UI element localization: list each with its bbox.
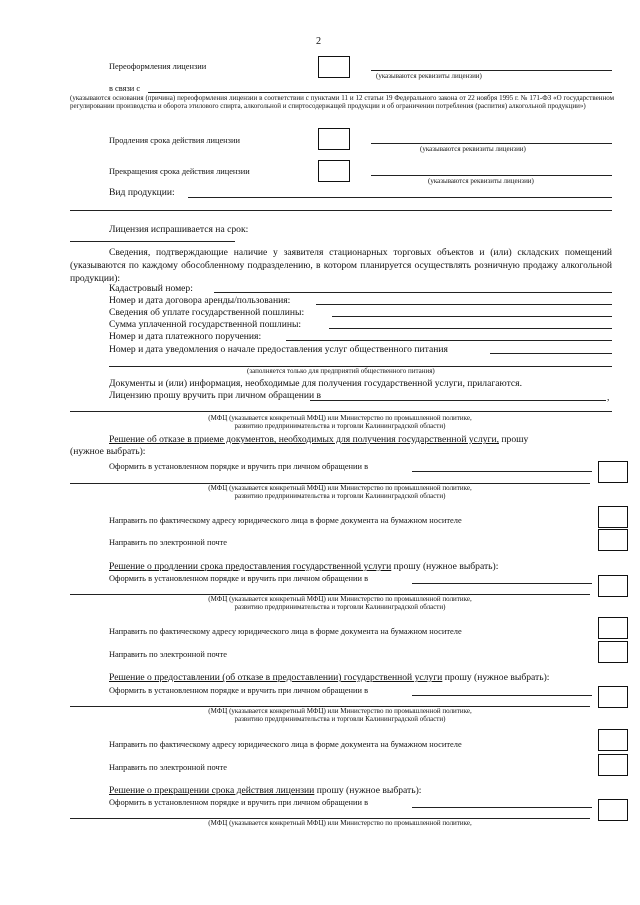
lease-line[interactable] bbox=[316, 304, 612, 305]
catering-note: (заполняется только для предприятий общественного питания) bbox=[247, 367, 435, 375]
refusal-intake-postal-label: Направить по фактическому адресу юридического лица в форме документа на бумажном носителе bbox=[109, 516, 462, 525]
cadastral-line[interactable] bbox=[214, 292, 612, 293]
extension-label: Продления срока действия лицензии bbox=[109, 136, 240, 145]
reissue-checkbox[interactable] bbox=[318, 56, 350, 78]
provision-decision-personal-label: Оформить в установленном порядке и вручить при личном обращении в bbox=[109, 686, 369, 695]
facilities-text: Сведения, подтверждающие наличие у заявителя стационарных торговых объектов и (или) складских помещений (указываются по каждому обособленному подразделению, в котором планируется осуществлять розничную продажу алкогольной продукции): bbox=[70, 247, 612, 284]
extension-decision-email-label: Направить по электронной почте bbox=[109, 650, 228, 659]
extension-checkbox[interactable] bbox=[318, 128, 350, 150]
payment-order-label: Номер и дата платежного поручения: bbox=[109, 331, 262, 342]
extension-requisites-line[interactable] bbox=[371, 143, 612, 144]
refusal-intake-personal-label: Оформить в установленном порядке и вручить при личном обращении в bbox=[109, 462, 369, 471]
reissue-label: Переоформления лицензии bbox=[109, 62, 207, 71]
provision-decision-postal-checkbox[interactable] bbox=[598, 729, 628, 751]
product-type-line[interactable] bbox=[188, 197, 612, 198]
termination-decision-personal-label: Оформить в установленном порядке и вручить при личном обращении в bbox=[109, 798, 369, 807]
catering-notice-line[interactable] bbox=[490, 353, 612, 354]
extension-decision-postal-label: Направить по фактическому адресу юридического лица в форме документа на бумажном носителе bbox=[109, 627, 462, 636]
provision-decision-email-checkbox[interactable] bbox=[598, 754, 628, 776]
extension-decision-postal-checkbox[interactable] bbox=[598, 617, 628, 639]
reissue-reason-note: (указываются основания (причина) переоформления лицензии в соответствии с пунктами 11 и 12 статьи 19 Федерального закона от 22 ноября 1995 г. № 171-ФЗ «О государственном регулировании производства и оборота этилового спирта, алкогольной и спиртосодержащей продукции и об ограничении потребления (распития) алкогольной продукции») bbox=[70, 94, 614, 110]
duty-info-line[interactable] bbox=[332, 316, 612, 317]
license-personal-line-2[interactable] bbox=[70, 411, 612, 412]
refusal-intake-personal-line[interactable] bbox=[412, 471, 592, 472]
mfc-note-4: (МФЦ (указывается конкретный МФЦ) или Министерство по промышленной политике, развитию предпринимательства и торговли Калининградской области) bbox=[208, 707, 472, 723]
duty-sum-label: Сумма уплаченной государственной пошлины: bbox=[109, 319, 302, 330]
payment-order-line[interactable] bbox=[286, 340, 612, 341]
reissue-reason-line[interactable] bbox=[148, 92, 612, 93]
extension-decision-personal-label: Оформить в установленном порядке и вручить при личном обращении в bbox=[109, 574, 369, 583]
termination-decision-personal-checkbox[interactable] bbox=[598, 799, 628, 821]
refusal-intake-postal-checkbox[interactable] bbox=[598, 506, 628, 528]
term-label: Лицензия испрашивается на срок: bbox=[109, 224, 249, 235]
mfc-note-2: (МФЦ (указывается конкретный МФЦ) или Министерство по промышленной политике, развитию предпринимательства и торговли Калининградской области) bbox=[208, 484, 472, 500]
page-number: 2 bbox=[316, 36, 322, 47]
termination-requisites-line[interactable] bbox=[371, 175, 612, 176]
provision-decision-personal-checkbox[interactable] bbox=[598, 686, 628, 708]
mfc-note-5: (МФЦ (указывается конкретный МФЦ) или Министерство по промышленной политике, bbox=[208, 819, 472, 827]
term-line[interactable] bbox=[70, 241, 235, 242]
termination-requisites-hint: (указываются реквизиты лицензии) bbox=[428, 177, 534, 185]
provision-decision-postal-label: Направить по фактическому адресу юридического лица в форме документа на бумажном носителе bbox=[109, 740, 462, 749]
product-type-label: Вид продукции: bbox=[109, 187, 175, 198]
refusal-intake-email-checkbox[interactable] bbox=[598, 529, 628, 551]
mfc-note-3: (МФЦ (указывается конкретный МФЦ) или Министерство по промышленной политике, развитию предпринимательства и торговли Калининградской области) bbox=[208, 595, 472, 611]
extension-requisites-hint: (указываются реквизиты лицензии) bbox=[420, 145, 526, 153]
refusal-intake-second-line: (нужное выбрать): bbox=[70, 446, 146, 457]
catering-notice-label: Номер и дата уведомления о начале предоставления услуг общественного питания bbox=[109, 344, 448, 355]
termination-checkbox[interactable] bbox=[318, 160, 350, 182]
documents-attached: Документы и (или) информация, необходимые для получения государственной услуги, прилагаются. bbox=[109, 378, 522, 389]
license-personal-label: Лицензию прошу вручить при личном обращении в bbox=[109, 390, 322, 401]
refusal-intake-personal-checkbox[interactable] bbox=[598, 461, 628, 483]
license-personal-line[interactable] bbox=[310, 400, 606, 401]
refusal-intake-title: Решение об отказе в приеме документов, необходимых для получения государственной услуги, прошу bbox=[109, 434, 529, 445]
termination-decision-title: Решение о прекращении срока действия лицензии прошу (нужное выбрать): bbox=[109, 785, 422, 796]
provision-decision-title: Решение о предоставлении (об отказе в предоставлении) государственной услуги прошу (нужное выбрать): bbox=[109, 672, 550, 683]
termination-label: Прекращения срока действия лицензии bbox=[109, 167, 250, 176]
provision-decision-personal-line[interactable] bbox=[412, 695, 592, 696]
lease-label: Номер и дата договора аренды/пользования: bbox=[109, 295, 291, 306]
product-type-line-2[interactable] bbox=[70, 210, 612, 211]
refusal-intake-email-label: Направить по электронной почте bbox=[109, 538, 228, 547]
reissue-requisites-line[interactable] bbox=[371, 70, 612, 71]
reissue-reason-prefix: в связи с bbox=[109, 84, 141, 93]
extension-decision-email-checkbox[interactable] bbox=[598, 641, 628, 663]
extension-decision-personal-line[interactable] bbox=[412, 583, 592, 584]
extension-decision-title: Решение о продлении срока предоставления государственной услуги прошу (нужное выбрать): bbox=[109, 561, 499, 572]
duty-sum-line[interactable] bbox=[329, 328, 612, 329]
extension-decision-personal-checkbox[interactable] bbox=[598, 575, 628, 597]
reissue-requisites-hint: (указываются реквизиты лицензии) bbox=[376, 72, 482, 80]
cadastral-label: Кадастровый номер: bbox=[109, 283, 193, 294]
termination-decision-personal-line[interactable] bbox=[412, 807, 592, 808]
provision-decision-email-label: Направить по электронной почте bbox=[109, 763, 228, 772]
duty-info-label: Сведения об уплате государственной пошлины: bbox=[109, 307, 305, 318]
mfc-note-1: (МФЦ (указывается конкретный МФЦ) или Министерство по промышленной политике, развитию предпринимательства и торговли Калининградской области) bbox=[208, 414, 472, 430]
